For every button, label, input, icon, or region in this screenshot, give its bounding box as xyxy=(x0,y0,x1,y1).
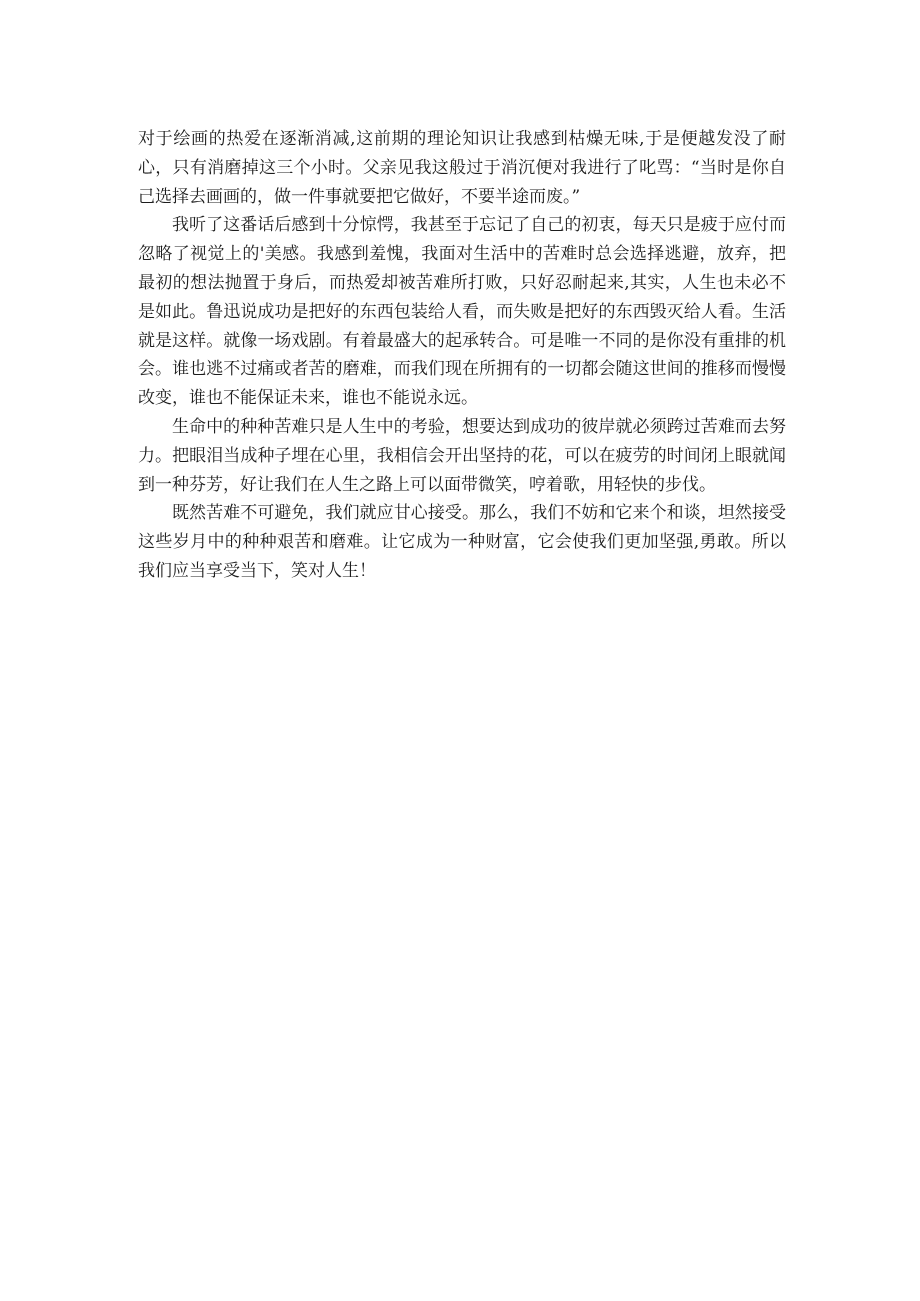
paragraph-2: 我听了这番话后感到十分惊愕，我甚至于忘记了自己的初衷，每天只是疲于应付而忽略了视觉上的'美感。我感到羞愧，我面对生活中的苦难时总会选择逃避，放弃，把最初的想法抛置于身后，而热爱却被苦难所打败，只好忍耐起来,其实，人生也未必不是如此。鲁迅说成功是把好的东西包装给人看，而失败是把好的东西毁灭给人看。生活就是这样。就像一场戏剧。有着最盛大的起承转合。可是唯一不同的是你没有重排的机会。谁也逃不过痛或者苦的磨难，而我们现在所拥有的一切都会随这世间的推移而慢慢改变，谁也不能保证未来，谁也不能说永远。 xyxy=(138,215,786,409)
paragraph-4: 既然苦难不可避免，我们就应甘心接受。那么，我们不妨和它来个和谈，坦然接受这些岁月中的种种艰苦和磨难。让它成为一种财富，它会使我们更加坚强,勇敢。所以我们应当享受当下，笑对人生！ xyxy=(138,503,786,581)
document-body xyxy=(138,125,786,586)
paragraph-3: 生命中的种种苦难只是人生中的考验，想要达到成功的彼岸就必须跨过苦难而去努力。把眼泪当成种子埋在心里，我相信会开出坚持的花，可以在疲劳的时间闭上眼就闻到一种芬芳，好让我们在人生之路上可以面带微笑，哼着歌，用轻快的步伐。 xyxy=(138,416,786,495)
paragraph-1: 对于绘画的热爱在逐渐消减,这前期的理论知识让我感到枯燥无味,于是便越发没了耐心，只有消磨掉这三个小时。父亲见我这般过于消沉便对我进行了叱骂：“当时是你自己选择去画画的，做一件事就要把它做好，不要半途而废。” xyxy=(138,129,786,207)
